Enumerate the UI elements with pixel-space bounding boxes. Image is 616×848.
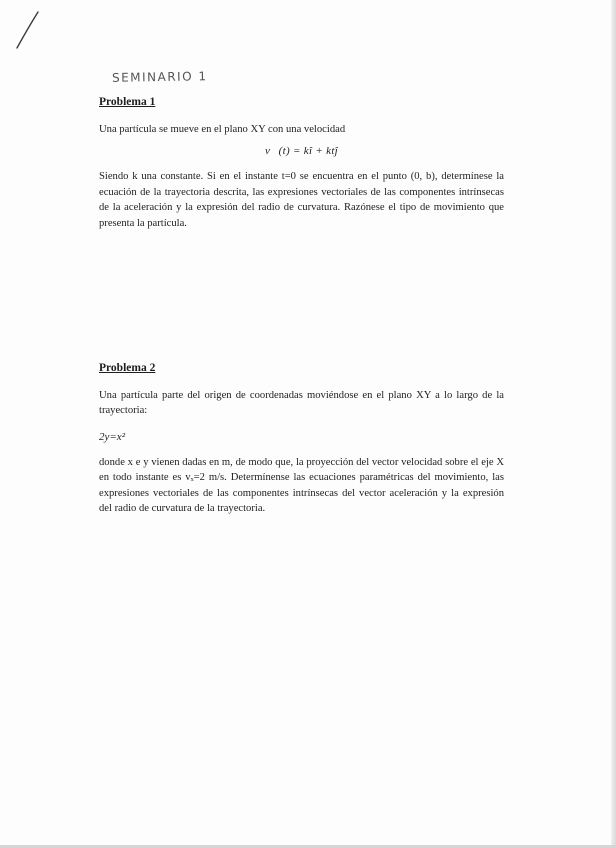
- problem-2-section: [99, 362, 504, 516]
- problem-2-equation: 2y=x²: [99, 430, 125, 443]
- problem-1-intro: Una partícula se mueve en el plano XY con una velocidad: [99, 124, 346, 135]
- page-edge: [611, 0, 616, 848]
- problem-1-section: [99, 96, 504, 231]
- pen-stroke-mark: [12, 10, 42, 52]
- problem-1-heading: Problema 1: [99, 96, 156, 108]
- problem-2-heading: Problema 2: [99, 362, 156, 374]
- problem-2-body: donde x e y vienen dadas en m, de modo que, la proyección del vector velocidad sobre el eje X en todo instante es vₓ=2 m/s. Determínense las ecuaciones paramétricas del movimiento, las expresiones vectoriales de las componentes intrínsecas del vector aceleración y la expresión del radio de curvatura de la trayectoria.: [99, 456, 504, 515]
- problem-1-body: Siendo k una constante. Si en el instante t=0 se encuentra en el punto (0, b), determínese la ecuación de la trayectoria descrita, las expresiones vectoriales de las componentes intrínsecas de la aceleración y la expresión del radio de curvatura. Razónese el tipo de movimiento que presenta la partícula.: [99, 171, 504, 229]
- problem-1-equation: v⃗(t) = kî + ktĵ: [264, 145, 339, 158]
- handwritten-title: SEMINARIO 1: [111, 69, 208, 85]
- problem-2-intro: Una partícula parte del origen de coordenadas moviéndose en el plano XY a lo largo de la trayectoria:: [99, 390, 504, 417]
